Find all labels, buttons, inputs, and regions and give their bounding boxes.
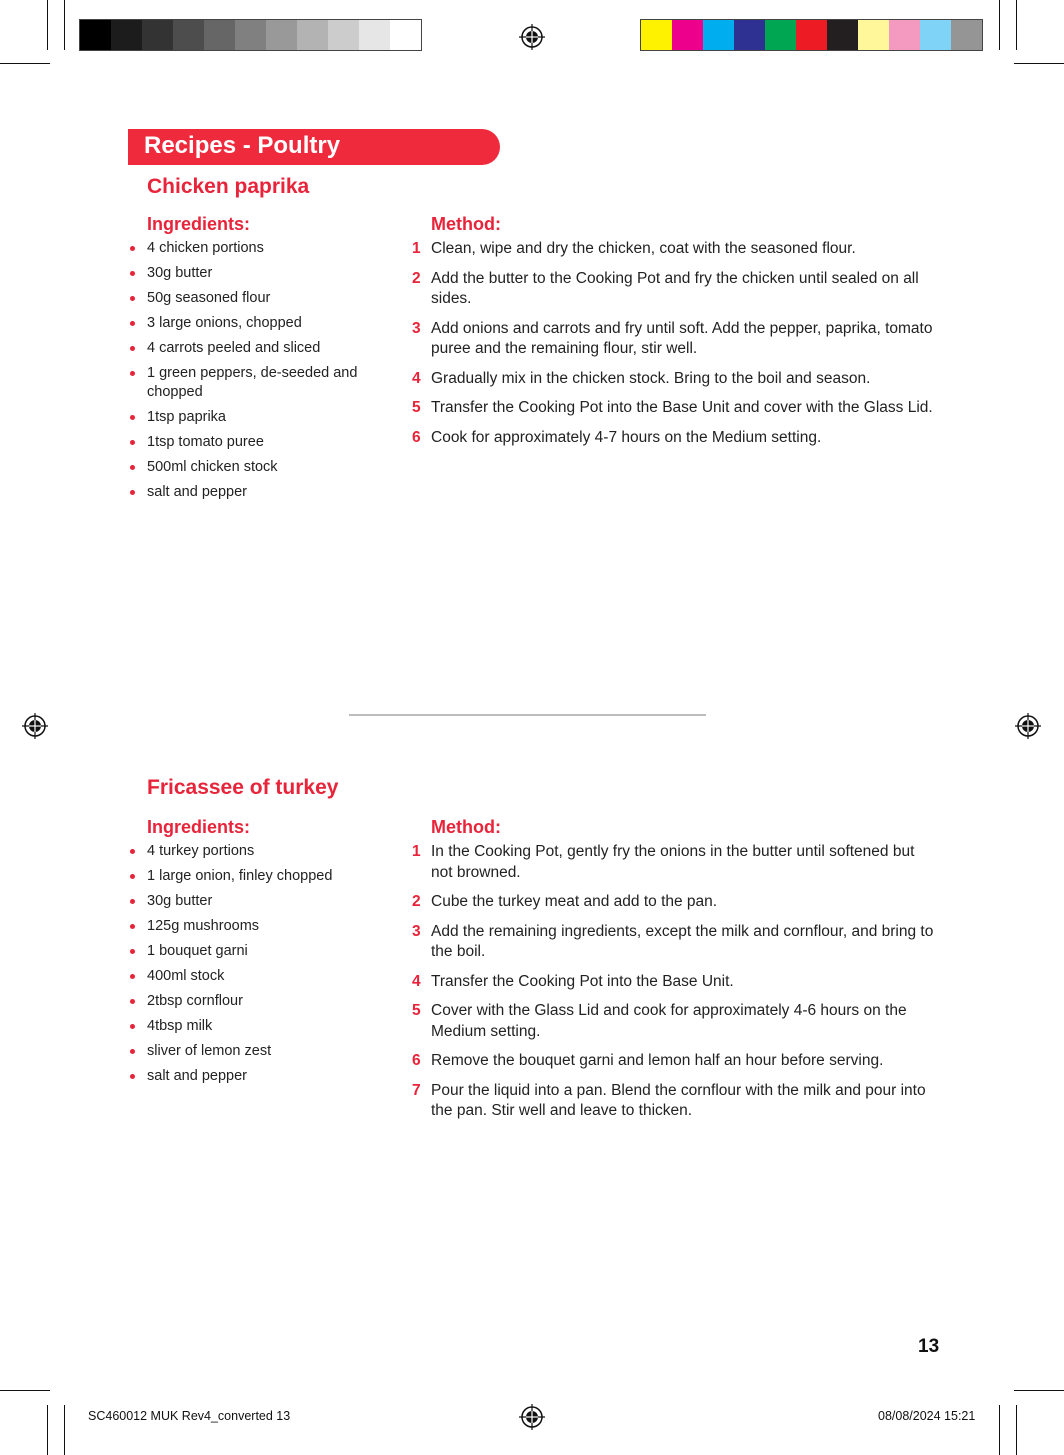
method-step [410,369,940,390]
method-step [410,398,940,419]
color-swatch [920,20,951,50]
recipe-title: Fricassee of turkey [147,776,339,799]
step-number: 2 [412,893,421,910]
step-number: 3 [412,922,421,940]
step-text: Cover with the Glass Lid and cook for approximately 4-6 hours on the Medium setting. [431,1002,907,1040]
color-swatch [796,20,827,50]
color-swatch [328,20,359,50]
ingredient-item: 1 green peppers, de-seeded and chopped [128,364,368,402]
step-text: Transfer the Cooking Pot into the Base Unit and cover with the Glass Lid. [431,399,933,416]
color-swatch [297,20,328,50]
method-step [410,269,940,310]
step-text: Add the butter to the Cooking Pot and fry the chicken until sealed on all sides. [431,269,919,307]
step-number: 7 [412,1081,421,1099]
color-swatch [111,20,142,50]
color-swatch [390,20,421,50]
process-color-bar [640,19,983,51]
method-steps-list [410,239,940,457]
color-swatch [204,20,235,50]
step-text: Transfer the Cooking Pot into the Base Unit. [431,972,734,990]
color-swatch [951,20,982,50]
crop-mark [47,0,48,50]
method-step [410,1001,940,1042]
step-number: 4 [412,972,421,990]
step-text: Add onions and carrots and fry until soft. Add the pepper, paprika, tomato puree and the remaining flour, stir well. [431,319,933,357]
registration-mark-icon [22,713,48,739]
method-step [410,1051,940,1072]
crop-mark [47,1405,48,1455]
ingredient-item: 30g butter [128,892,368,911]
step-number: 6 [412,428,421,446]
ingredient-item: 125g mushrooms [128,917,368,936]
method-step [410,1081,940,1122]
method-step [410,922,940,963]
step-text: Pour the liquid into a pan. Blend the cornflour with the milk and pour into the pan. Stir well and leave to thicken. [431,1081,926,1119]
color-swatch [765,20,796,50]
footer-timestamp: 08/08/2024 15:21 [878,1409,976,1423]
section-title: Recipes - Poultry [144,132,341,159]
registration-mark-icon [519,1404,545,1430]
crop-mark [1016,0,1017,50]
section-divider [349,714,706,716]
ingredient-item: 4 turkey portions [128,842,368,861]
step-number: 2 [412,269,421,287]
ingredients-list [128,239,368,508]
step-number: 3 [412,319,421,337]
crop-mark [1014,63,1064,64]
ingredient-item: 1tsp tomato puree [128,433,368,452]
color-swatch [734,20,765,50]
crop-mark [999,1405,1000,1455]
method-step [410,239,940,260]
step-text: Cook for approximately 4-7 hours on the Medium setting. [431,428,822,446]
crop-mark [64,1405,65,1455]
step-text: Gradually mix in the chicken stock. Bring to the boil and season. [431,369,871,387]
ingredients-heading: Ingredients: [147,214,251,234]
method-step [410,319,940,360]
ingredient-item: 400ml stock [128,967,368,986]
ingredients-list [128,842,368,1092]
ingredient-item: 4 carrots peeled and sliced [128,339,368,358]
method-step [410,972,940,993]
color-swatch [827,20,858,50]
footer-file-info: SC460012 MUK Rev4_converted 13 [88,1409,291,1423]
crop-mark [1014,1390,1064,1391]
ingredient-item: 1tsp paprika [128,408,368,427]
crop-mark [0,1390,50,1391]
step-text: Add the remaining ingredients, except the milk and cornflour, and bring to the boil. [431,922,934,960]
color-swatch [703,20,734,50]
crop-mark [64,0,65,50]
ingredient-item: 1 large onion, finley chopped [128,867,368,886]
color-swatch [672,20,703,50]
crop-mark [1016,1405,1017,1455]
step-number: 5 [412,399,421,416]
color-swatch [889,20,920,50]
ingredient-item: 2tbsp cornflour [128,992,368,1011]
step-number: 1 [412,240,421,257]
step-number: 4 [412,369,421,387]
ingredient-item: 4tbsp milk [128,1017,368,1036]
method-step [410,428,940,449]
color-swatch [173,20,204,50]
ingredient-item: 30g butter [128,264,368,283]
method-steps-list [410,842,940,1131]
recipe-title: Chicken paprika [147,175,310,198]
step-text: Remove the bouquet garni and lemon half an hour before serving. [431,1052,884,1069]
color-swatch [266,20,297,50]
ingredient-item: 3 large onions, chopped [128,314,368,333]
ingredient-item: 50g seasoned flour [128,289,368,308]
color-swatch [359,20,390,50]
step-number: 6 [412,1052,421,1069]
method-step [410,842,940,883]
ingredient-item: 1 bouquet garni [128,942,368,961]
page-number: 13 [918,1336,940,1357]
ingredient-item: salt and pepper [128,483,368,502]
color-swatch [142,20,173,50]
step-text: Clean, wipe and dry the chicken, coat with the seasoned flour. [431,240,856,257]
step-number: 5 [412,1002,421,1019]
registration-mark-icon [1015,713,1041,739]
step-text: In the Cooking Pot, gently fry the onions in the butter until softened but not browned. [431,843,915,881]
registration-mark-icon [519,24,545,50]
section-header-band [128,129,500,165]
method-step [410,892,940,913]
color-swatch [641,20,672,50]
ingredient-item: salt and pepper [128,1067,368,1086]
ingredients-heading: Ingredients: [147,817,251,837]
step-number: 1 [412,843,421,860]
crop-mark [0,63,50,64]
grayscale-color-bar [79,19,422,51]
color-swatch [858,20,889,50]
method-heading: Method: [431,817,501,837]
ingredient-item: 500ml chicken stock [128,458,368,477]
ingredient-item: 4 chicken portions [128,239,368,258]
method-heading: Method: [431,214,501,234]
step-text: Cube the turkey meat and add to the pan. [431,893,718,910]
color-swatch [235,20,266,50]
ingredient-item: sliver of lemon zest [128,1042,368,1061]
color-swatch [80,20,111,50]
crop-mark [999,0,1000,50]
